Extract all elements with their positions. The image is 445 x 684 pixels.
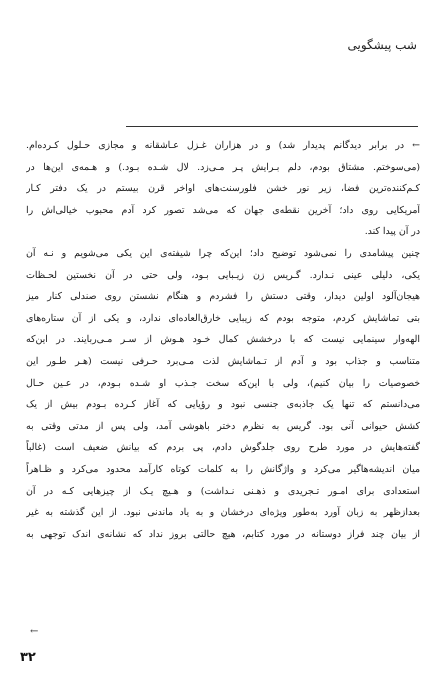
text-line: خصوصیات را بیان کنیم)، ولی با این‌که سخت جـذب او شـده بـودم، در عـین حـال [26,377,420,389]
paragraph-1 [26,135,420,243]
text-line: می‌دانستم که تنها یک جاذبه‌ی جنسی نبود و رؤیایی که آغاز کـرده بـودم بیش از یک [26,399,420,411]
text-line: کشش حیوانی آنی بود. گریس به نظرم دختر باهوشی آمد، ولی پس از مدتی وقتی به [26,420,420,432]
text-line: یکی، دلیلی عینی نـدارد. گـریس زن زیـبایی بـود، ولی حتی در آن نخستین لحـظات [26,269,420,281]
text-line: بتی تماشایش کردم، متوجه بودم که زیبایی خارق‌العاده‌ای ندارد، و یکی از آن ستاره‌های [26,312,420,324]
text-line: از بیان چند فراز دوستانه در مورد کتابم، هیچ حالتی بروز نداد که نشانه‌ی اندک توجهی به [26,528,420,540]
text-line: ← در برابر دیدگانم پدیدار شد) و در هزاران غـزل عـاشقانه و مجازی حـلول کـرده‌ام. [26,140,420,151]
text-line: (می‌سوختم. مشتاق بودم، دلم بـرایش پـر مـی‌زد. لال شـده بـود.) و هـمه‌ی این‌ها در [26,161,420,173]
body-text [26,135,420,545]
text-line: گفته‌هایش در مورد طرح روی جلدگوش دادم، پی بردم که بیانش ضعیف است (غالباً [26,442,420,454]
text-line: آمریکایی روی داد؛ آخرین نقطه‌ی جهان که می‌شد تصور کرد آدم محبوب خیالی‌اش را [26,204,420,216]
text-line: استعدادی برای امـور تـجریدی و ذهـنی نـداشت) و هـیچ یـک از چیزهایی کـه در آن [26,485,420,497]
continued-arrow-icon: ← [30,626,39,637]
paragraph-2 [26,243,420,545]
text-line: میان اندیشه‌هاگیر می‌کرد و واژگانش را به کلمات کوتاه کارآمد محدود می‌کرد و ظـاهراً [26,463,420,475]
text-line: هیجان‌آلود اولین دیدار، وقتی دستش را فشردم و هنگام نشستن روی صندلی کنار میز [26,291,420,303]
header-rule [126,126,418,127]
running-header: شب پیشگویی [347,38,417,52]
text-line: کـم‌کننده‌ترین فضا، زیر نور خشن فلورسنت‌های اواخر قرن بیستم در یک دفتر کـار [26,183,420,195]
text-line: الهه‌وار سینمایی نیست که با درخشش کمال خـود هـوش از سـر مـی‌ربایند. در این‌که [26,334,420,346]
text-line: چنین پیشامدی را نمی‌شود توضیح داد؛ این‌که چرا شیفته‌ی این یکی می‌شویم و نـه آن [26,247,420,259]
page-number: ۳۲ [20,650,36,665]
text-line: متناسب و جذاب بود و آدم از تـماشایش لذت مـی‌برد حـرفی نیست (هـر طـور این [26,355,420,367]
text-line: در آن پیدا کند. [364,226,420,238]
text-line: بعدازظهر به زبان آورد به‌طور ویژه‌ای درخشان و به یاد ماندنی نبود. از این گذشته به غیر [26,507,420,519]
